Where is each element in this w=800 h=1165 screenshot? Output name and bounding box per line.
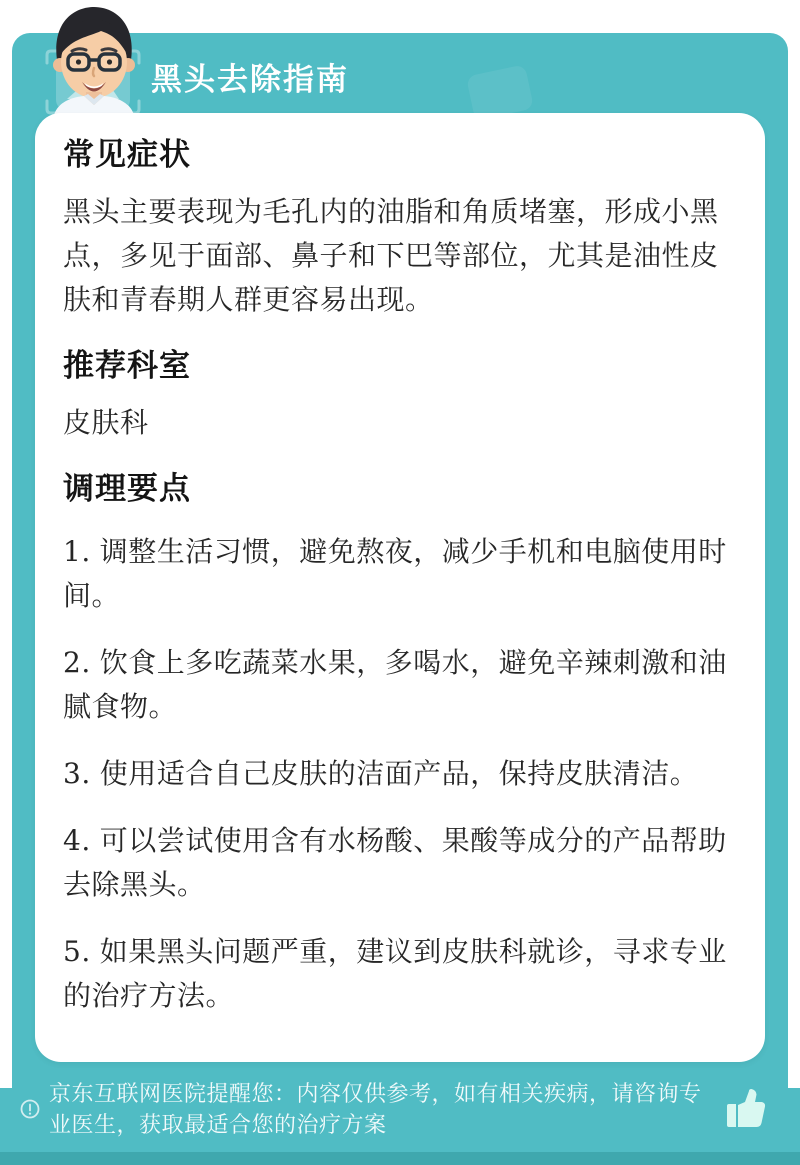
footer-disclaimer: [20, 1078, 780, 1140]
list-item-text: 使用适合自己皮肤的洁面产品，保持皮肤清洁。: [99, 758, 699, 789]
section-heading-care-points: 调理要点: [63, 471, 191, 506]
list-item-number: 5.: [63, 935, 91, 968]
section-heading-symptoms: 常见症状: [63, 137, 191, 172]
list-item-number: 3.: [63, 757, 91, 790]
list-item-text: 可以尝试使用含有水杨酸、果酸等成分的产品帮助去除黑头。: [63, 825, 727, 900]
list-item-text: 饮食上多吃蔬菜水果，多喝水，避免辛辣刺激和油腻食物。: [63, 647, 727, 722]
list-item-number: 2.: [63, 646, 91, 679]
list-item: [63, 930, 739, 1018]
list-item-number: 1.: [63, 535, 91, 568]
bottom-dark-bar: [0, 1152, 800, 1165]
list-item: [63, 752, 739, 796]
department-value: 皮肤科: [63, 407, 149, 438]
disclaimer-text: 京东互联网医院提醒您：内容仅供参考，如有相关疾病，请咨询专业医生，获取最适合您的治疗方案: [49, 1081, 702, 1137]
list-item-text: 调整生活习惯，避免熬夜，减少手机和电脑使用时间。: [63, 536, 727, 611]
list-item-number: 4.: [63, 824, 91, 857]
thumbs-up-button[interactable]: [719, 1085, 767, 1133]
section-heading-department: 推荐科室: [63, 348, 191, 383]
list-item: [63, 819, 739, 907]
alert-circle-icon: [20, 1099, 40, 1119]
thumbs-up-icon: [719, 1085, 767, 1133]
content-card: [35, 113, 765, 1062]
list-item: [63, 641, 739, 729]
list-item: [63, 530, 739, 618]
symptoms-paragraph: 黑头主要表现为毛孔内的油脂和角质堵塞，形成小黑点，多见于面部、鼻子和下巴等部位，尤其是油性皮肤和青春期人群更容易出现。: [63, 196, 719, 315]
page-title: 黑头去除指南: [151, 62, 349, 97]
doctor-avatar: [28, 2, 160, 115]
list-item-text: 如果黑头问题严重，建议到皮肤科就诊，寻求专业的治疗方法。: [63, 936, 727, 1011]
